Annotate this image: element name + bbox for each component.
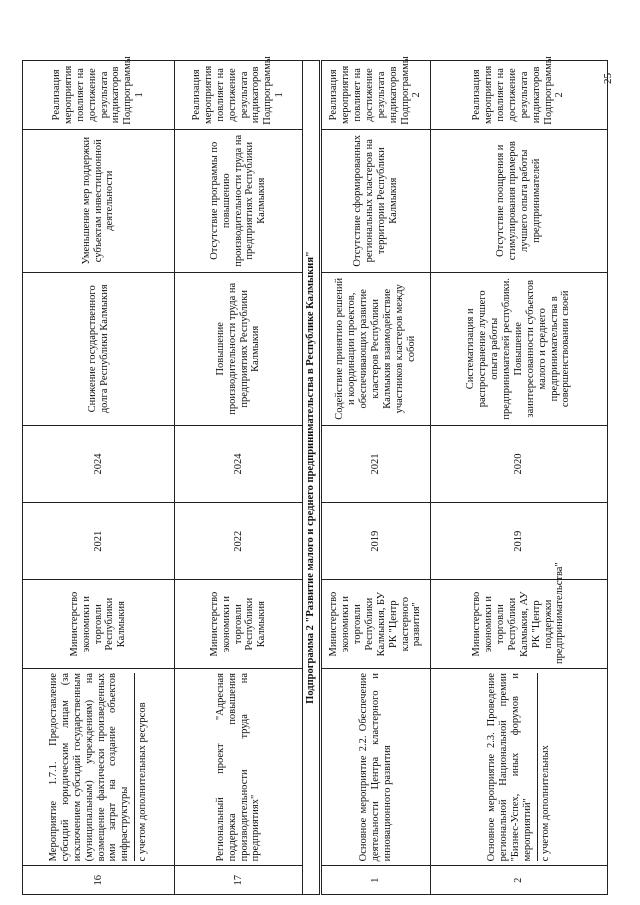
table-row	[175, 61, 303, 895]
indicator-link-cell: Реализация мероприятия повлияет на достижение результата индикаторов Подпрограммы 2	[320, 61, 430, 130]
start-year-cell: 2022	[175, 503, 303, 580]
consequence-cell: Уменьшение мер поддержки субъектам инвестиционной деятельности	[23, 129, 175, 272]
start-year-cell: 2019	[320, 503, 430, 580]
row-number: 2	[430, 866, 607, 895]
expected-result-cell: Систематизация и распространение лучшего опыта работы предпринимателей республики. Повышение заинтересованности субъектов малого и среднего предпринимательства в совершенствовании своей	[430, 272, 607, 425]
page-number: 25	[602, 73, 614, 84]
indicator-link-cell: Реализация мероприятия повлияет на достижение результата индикаторов Подпрограммы 2	[430, 61, 607, 130]
executor-cell: Министерство экономики и торговли Республики Калмыкия, АУ РК "Центр поддержки предпринимательства"	[430, 580, 607, 669]
executor-cell: Министерство экономики и торговли Республики Калмыкия	[23, 580, 175, 669]
executor-cell: Министерство экономики и торговли Республики Калмыкия	[175, 580, 303, 669]
end-year-cell: 2021	[320, 425, 430, 502]
end-year-cell: 2024	[23, 425, 175, 502]
indicator-link-cell: Реализация мероприятия повлияет на достижение результата индикаторов Подпрограммы 1	[23, 61, 175, 130]
measure-title: Основное мероприятие 2.2. Обеспечение деятельности Центра кластерного и инновационного развития	[358, 672, 393, 862]
expected-result-cell: Снижение государственного долга Республики Калмыкия	[23, 272, 175, 425]
expected-result-cell: Содействие принятию решений и координации проектов, обеспечивающих развитие кластеров Республики Калмыкия взаимодействие участников кластеров между собой	[320, 272, 430, 425]
row-number: 1	[320, 866, 430, 895]
end-year-cell: 2020	[430, 425, 607, 502]
table-row	[320, 61, 430, 895]
measure-title-cell	[175, 668, 303, 865]
section-header-row	[303, 61, 321, 895]
row-number: 16	[23, 866, 175, 895]
start-year-cell: 2021	[23, 503, 175, 580]
consequence-cell: Отсутствие поощрения и стимулирования примеров лучшего опыта работы предпринимателей	[430, 129, 607, 272]
rotated-table-area	[22, 56, 605, 895]
measure-title-cell	[23, 668, 175, 865]
measure-title-cell	[430, 668, 607, 865]
measure-title: Основное мероприятие 2.3. Проведение региональной Национальной премии "Бизнес-Успех, иных форумов и мероприятий"	[486, 672, 533, 862]
measure-title-cell	[320, 668, 430, 865]
measure-title: Мероприятие 1.7.1. Предоставление субсидий юридическим лицам (за исключением субсидий государственным (муниципальным) учреждениям) на возмещение фактически произведенных ими затрат на создание объектов инфраструктуры	[48, 672, 131, 862]
row-number: 17	[175, 866, 303, 895]
measure-title: Региональный проект "Адресная поддержка повышения производительности труда на предприятиях"	[214, 672, 262, 862]
executor-cell: Министерство экономики и торговли Республики Калмыкия, БУ РК "Центр кластерного развития"	[320, 580, 430, 669]
indicator-link-cell: Реализация мероприятия повлияет на достижение результата индикаторов Подпрограммы 1	[175, 61, 303, 130]
consequence-cell: Отсутствие программы по повышению производительности труда на предприятиях Республики Калмыкия	[175, 129, 303, 272]
measure-note: с учетом дополнительных	[537, 673, 552, 861]
table-row	[23, 61, 175, 895]
program-measures-table	[22, 56, 608, 895]
table-row	[430, 61, 607, 895]
end-year-cell: 2024	[175, 425, 303, 502]
expected-result-cell: Повышение производительности труда на предприятиях Республики Калмыкия	[175, 272, 303, 425]
measure-note: с учетом дополнительных ресурсов	[134, 673, 149, 861]
consequence-cell: Отсутствие сформированных региональных кластеров на территории Республики Калмыкия	[320, 129, 430, 272]
section-title: Подпрограмма 2 "Развитие малого и среднего предпринимательства в Республике Калмыкия"	[303, 61, 321, 895]
start-year-cell: 2019	[430, 503, 607, 580]
